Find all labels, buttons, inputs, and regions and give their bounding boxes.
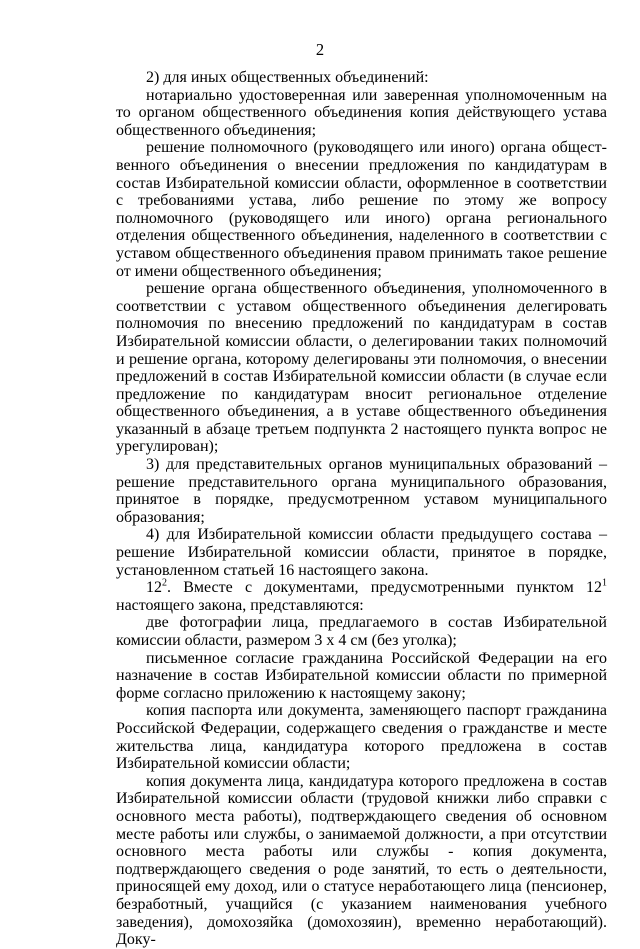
paragraph: копия документа лица, кандидатура которого предложена в состав Избирательной комиссии области (трудовой книжки либо справки с основного места работы), подтверждающего сведения об основном месте работы или службы, о занимаемой должности, а при отсутствии основного места работы или службы - копия документа, подтверждающего сведения о роде занятий, то есть о деятельности, приносящей ему доход, или о статусе неработающего лица (пенсионер, безработный, учащийся (с указанием наименования учебного заведения), домохозяйка (домохозяин), временно неработающий). Доку-	[116, 772, 607, 949]
paragraph: 3) для представительных органов муниципальных образований – решение представительного органа муниципального образования, принятое в порядке, предусмотренном уставом муниципального образования;	[116, 456, 607, 526]
reference-superscript: 1	[602, 577, 607, 589]
page-number: 2	[315, 40, 325, 59]
paragraph: письменное согласие гражданина Российской Федерации на его назначение в состав Избирательной комиссии области по примерной форме согласно приложению к настоящему закону;	[116, 649, 607, 702]
paragraph-text: настоящего закона, представляются:	[116, 596, 364, 614]
paragraph-number: 12	[146, 579, 162, 597]
paragraph-number-superscript: 2	[162, 577, 167, 589]
paragraph: 4) для Избирательной комиссии области предыдущего состава – решение Избирательной комиссии области, принятое в порядке, установленном статьей 16 настоящего закона.	[116, 526, 607, 579]
paragraph: 2) для иных общественных объединений:	[146, 69, 429, 86]
paragraph-12-2	[116, 579, 607, 614]
paragraph: две фотографии лица, предлагаемого в состав Избирательной комиссии области, размером 3 х 4 см (без уголка);	[116, 614, 607, 649]
paragraph: решение органа общественного объединения, уполномоченного в соответствии с уставом общественного объединения делегировать полномочия по внесению предложений по кандидатурам в состав Избирательной комиссии области, о делегировании таких полномочий и решение органа, которому делегированы эти полномочия, о внесении предложений в состав Избирательной комиссии области (в случае если предложение по кандидатурам вносит региональное отделение общественного объединения, а в уставе общественного объединения указанный в абзаце третьем подпункта 2 настоящего пункта вопрос не урегулирован);	[116, 280, 607, 456]
paragraph: решение полномочного (руководящего или иного) органа общественного объединения о внесении предложения по кандидатурам в состав Избирательной комиссии области, оформленное в соответствии с требованиями устава, либо решение по этому же вопросу полномочного (руководящего или иного) органа регионального отделения общественного объединения, наделенного в соответствии с уставом общественного объединения правом принимать такое решение от имени общественного объединения;	[116, 139, 607, 280]
paragraph: копия паспорта или документа, заменяющего паспорт гражданина Российской Федерации, содержащего сведения о гражданстве и месте жительства лица, кандидатура которого предложена в состав Избирательной комиссии области;	[116, 702, 607, 773]
document-body	[116, 69, 607, 949]
paragraph-text: . Вместе с документами, предусмотренными пунктом 12	[167, 579, 602, 597]
paragraph: нотариально удостоверенная или заверенная уполномоченным на то органом общественного объединения копия действующего устава общественного объединения;	[116, 86, 607, 139]
